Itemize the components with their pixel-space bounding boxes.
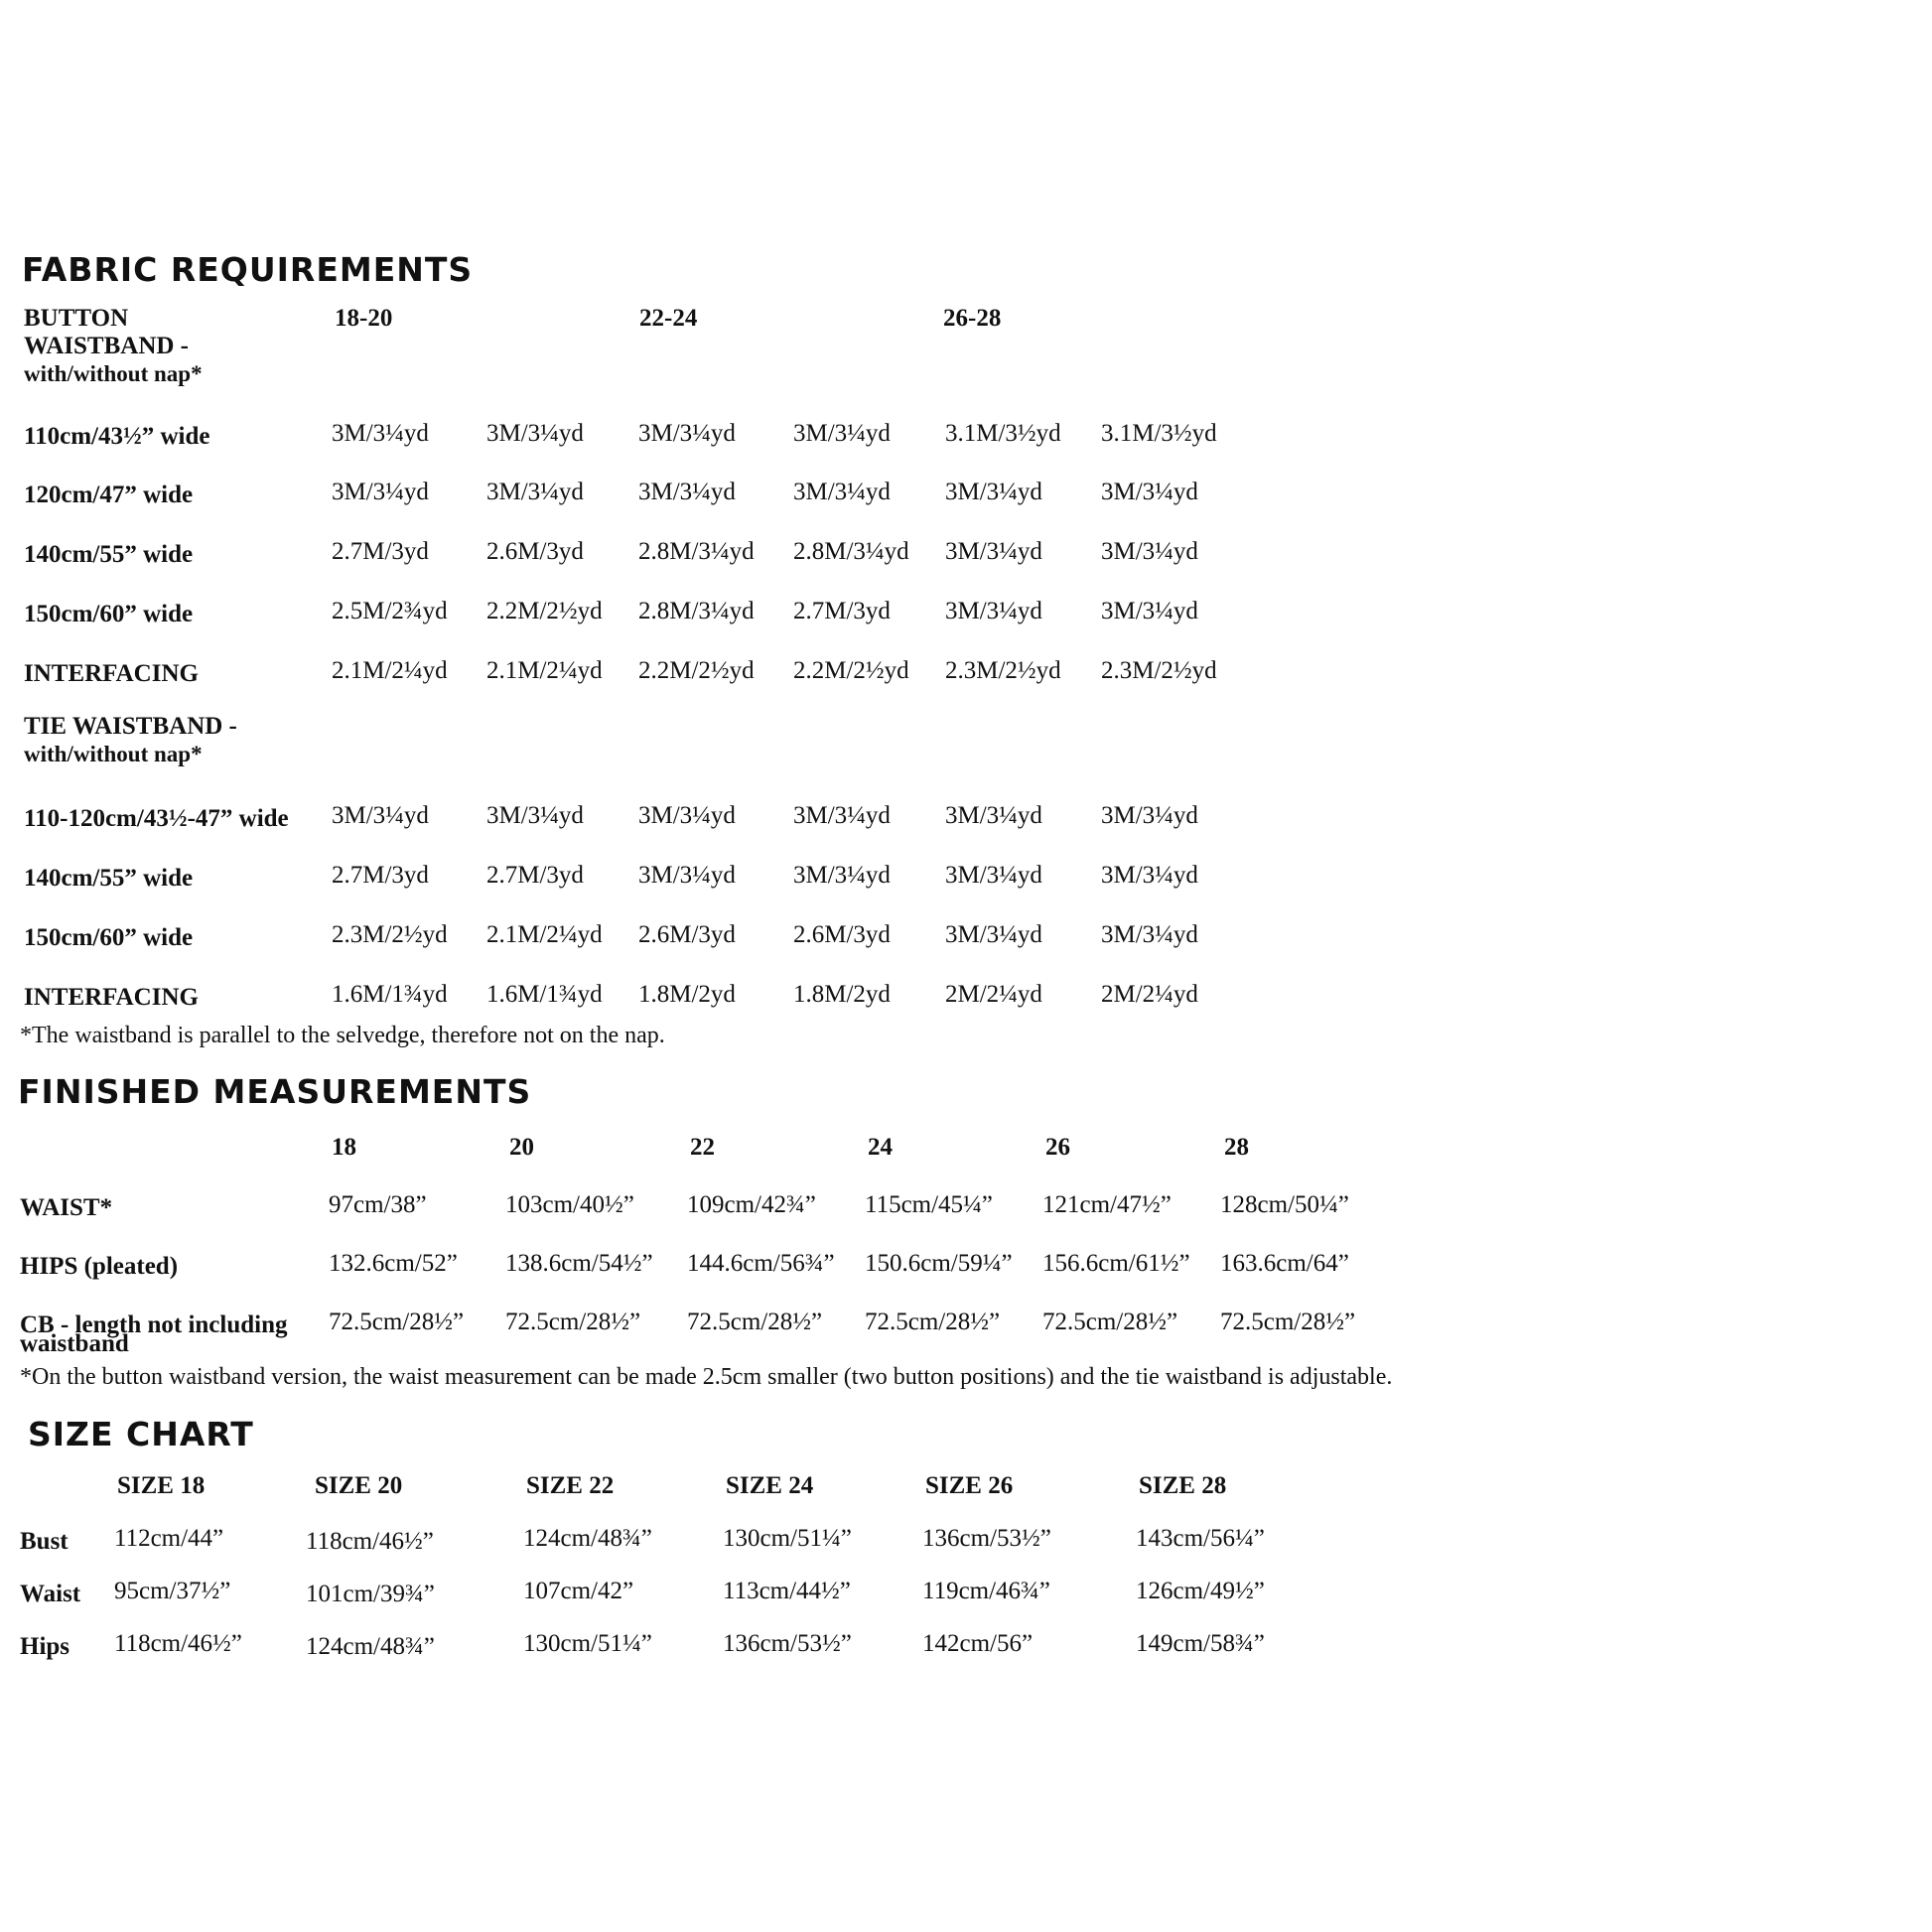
fabric-cell: 2.3M/2½yd [332,921,448,948]
fabric-cell: 2.1M/2¼yd [486,657,603,684]
size-chart-cell: 124cm/48¾” [306,1633,435,1660]
finished-cell: 97cm/38” [329,1191,427,1218]
finished-cell: 72.5cm/28½” [505,1309,641,1335]
fabric-cell: 3M/3¼yd [332,479,429,505]
finished-footnote: *On the button waistband version, the waist measurement can be made 2.5cm smaller (two button positions) and the tie waistband is adjustable. [20,1364,1393,1390]
fabric-cell: 3M/3¼yd [638,802,736,829]
button-waistband-label-line2: WAISTBAND - [24,333,190,359]
size-chart-row-label: Bust [20,1528,69,1555]
fabric-cell: 2M/2¼yd [1101,981,1198,1008]
fabric-cell: 3.1M/3½yd [1101,420,1217,447]
finished-cell: 72.5cm/28½” [687,1309,823,1335]
size-group-header: 26-28 [943,305,1002,332]
finished-row-label: CB - length not including [20,1311,288,1338]
finished-cell: 72.5cm/28½” [865,1309,1001,1335]
finished-cell: 72.5cm/28½” [1042,1309,1178,1335]
fabric-cell: 2.7M/3yd [332,538,429,565]
button-waistband-label [24,305,203,388]
finished-cell: 132.6cm/52” [329,1250,458,1277]
size-group-header: 18-20 [335,305,393,332]
fabric-cell: 3.1M/3½yd [945,420,1061,447]
fabric-row-label: 150cm/60” wide [24,601,194,627]
finished-cell: 150.6cm/59¼” [865,1250,1013,1277]
tie-waistband-label-line1: TIE WAISTBAND - [24,713,237,740]
finished-cell: 103cm/40½” [505,1191,634,1218]
button-waistband-label-line1: BUTTON [24,305,129,332]
fabric-cell: 3M/3¼yd [1101,802,1198,829]
fabric-cell: 2.6M/3yd [486,538,584,565]
size-chart-cell: 107cm/42” [523,1578,634,1604]
fabric-cell: 2.2M/2½yd [486,598,603,624]
fabric-cell: 2.3M/2½yd [1101,657,1217,684]
size-chart-cell: 136cm/53½” [922,1525,1051,1552]
fabric-cell: 2.8M/3¼yd [793,538,909,565]
finished-row-label: HIPS (pleated) [20,1253,179,1280]
fabric-cell: 2.7M/3yd [332,862,429,889]
fabric-cell: 3M/3¼yd [486,802,584,829]
fabric-cell: 1.8M/2yd [638,981,736,1008]
button-waistband-label-line3: with/without nap* [24,361,203,386]
fabric-row-label: 110-120cm/43½-47” wide [24,805,289,832]
fabric-cell: 1.6M/1¾yd [332,981,448,1008]
fabric-cell: 3M/3¼yd [793,479,891,505]
size-chart-cell: 124cm/48¾” [523,1525,652,1552]
size-chart-cell: 130cm/51¼” [723,1525,852,1552]
fabric-cell: 2.8M/3¼yd [638,538,755,565]
size-chart-row-label: Waist [20,1581,81,1607]
tie-waistband-label [24,713,237,768]
fabric-cell: 3M/3¼yd [332,420,429,447]
finished-cell: 72.5cm/28½” [329,1309,465,1335]
fabric-cell: 3M/3¼yd [638,420,736,447]
finished-cell: 156.6cm/61½” [1042,1250,1190,1277]
finished-row-label: WAIST* [20,1194,113,1221]
fabric-cell: 3M/3¼yd [945,598,1042,624]
fabric-cell: 3M/3¼yd [945,538,1042,565]
fabric-requirements-title: FABRIC REQUIREMENTS [22,250,474,289]
fabric-cell: 2.2M/2½yd [793,657,909,684]
fabric-cell: 2.1M/2¼yd [332,657,448,684]
fabric-cell: 2.1M/2¼yd [486,921,603,948]
fabric-row-label: 150cm/60” wide [24,924,194,951]
fabric-cell: 3M/3¼yd [793,420,891,447]
size-chart-cell: 101cm/39¾” [306,1581,435,1607]
size-chart-cell: 118cm/46½” [114,1630,242,1657]
tie-waistband-label-line2: with/without nap* [24,742,203,766]
size-chart-cell: 149cm/58¾” [1136,1630,1265,1657]
size-chart-cell: 142cm/56” [922,1630,1034,1657]
finished-cell: 121cm/47½” [1042,1191,1172,1218]
fabric-cell: 3M/3¼yd [945,862,1042,889]
size-chart-cell: 112cm/44” [114,1525,224,1552]
fabric-row-label: INTERFACING [24,984,199,1011]
fabric-cell: 2.8M/3¼yd [638,598,755,624]
fabric-cell: 2.5M/2¾yd [332,598,448,624]
fabric-cell: 3M/3¼yd [1101,598,1198,624]
finished-cell: 128cm/50¼” [1220,1191,1349,1218]
fabric-row-label: 110cm/43½” wide [24,423,210,450]
cb-label-line2: waistband [20,1330,129,1357]
size-chart-cell: 130cm/51¼” [523,1630,652,1657]
size-chart-header-cell: SIZE 28 [1139,1472,1227,1499]
fabric-row-label: 140cm/55” wide [24,541,194,568]
finished-cell: 163.6cm/64” [1220,1250,1349,1277]
fabric-cell: 3M/3¼yd [332,802,429,829]
fabric-row-label: 140cm/55” wide [24,865,194,892]
fabric-cell: 3M/3¼yd [486,479,584,505]
size-chart-header-cell: SIZE 24 [726,1472,814,1499]
fabric-cell: 3M/3¼yd [1101,479,1198,505]
finished-size-header: 26 [1045,1134,1070,1161]
fabric-cell: 3M/3¼yd [486,420,584,447]
fabric-row-label: INTERFACING [24,660,199,687]
fabric-cell: 2.2M/2½yd [638,657,755,684]
fabric-cell: 3M/3¼yd [638,479,736,505]
size-group-header: 22-24 [639,305,698,332]
size-chart-cell: 136cm/53½” [723,1630,852,1657]
fabric-cell: 3M/3¼yd [1101,538,1198,565]
size-chart-cell: 118cm/46½” [306,1528,434,1555]
fabric-cell: 3M/3¼yd [945,802,1042,829]
finished-cell: 109cm/42¾” [687,1191,816,1218]
size-chart-cell: 126cm/49½” [1136,1578,1265,1604]
size-chart-cell: 143cm/56¼” [1136,1525,1265,1552]
finished-size-header: 20 [509,1134,534,1161]
fabric-cell: 3M/3¼yd [638,862,736,889]
fabric-cell: 2.7M/3yd [793,598,891,624]
finished-size-header: 22 [690,1134,715,1161]
fabric-cell: 3M/3¼yd [1101,921,1198,948]
fabric-cell: 2.6M/3yd [638,921,736,948]
finished-size-header: 28 [1224,1134,1249,1161]
finished-size-header: 18 [332,1134,356,1161]
fabric-cell: 1.8M/2yd [793,981,891,1008]
fabric-row-label: 120cm/47” wide [24,482,194,508]
size-chart-cell: 119cm/46¾” [922,1578,1050,1604]
size-chart-header-cell: SIZE 20 [315,1472,403,1499]
fabric-cell: 2.7M/3yd [486,862,584,889]
size-chart-title: SIZE CHART [28,1415,254,1453]
fabric-cell: 3M/3¼yd [945,479,1042,505]
size-chart-header-cell: SIZE 26 [925,1472,1014,1499]
finished-cell: 115cm/45¼” [865,1191,993,1218]
fabric-cell: 3M/3¼yd [793,862,891,889]
size-chart-row-label: Hips [20,1633,70,1660]
fabric-cell: 3M/3¼yd [945,921,1042,948]
finished-cell: 144.6cm/56¾” [687,1250,835,1277]
size-chart-cell: 95cm/37½” [114,1578,231,1604]
fabric-cell: 1.6M/1¾yd [486,981,603,1008]
finished-measurements-title: FINISHED MEASUREMENTS [18,1072,532,1111]
finished-cell: 138.6cm/54½” [505,1250,653,1277]
size-chart-header-cell: SIZE 18 [117,1472,206,1499]
fabric-cell: 3M/3¼yd [1101,862,1198,889]
fabric-footnote: *The waistband is parallel to the selvedge, therefore not on the nap. [20,1023,665,1048]
fabric-cell: 2.3M/2½yd [945,657,1061,684]
finished-cell: 72.5cm/28½” [1220,1309,1356,1335]
fabric-cell: 2M/2¼yd [945,981,1042,1008]
size-chart-header-cell: SIZE 22 [526,1472,615,1499]
finished-size-header: 24 [868,1134,893,1161]
fabric-cell: 3M/3¼yd [793,802,891,829]
size-chart-cell: 113cm/44½” [723,1578,851,1604]
fabric-cell: 2.6M/3yd [793,921,891,948]
